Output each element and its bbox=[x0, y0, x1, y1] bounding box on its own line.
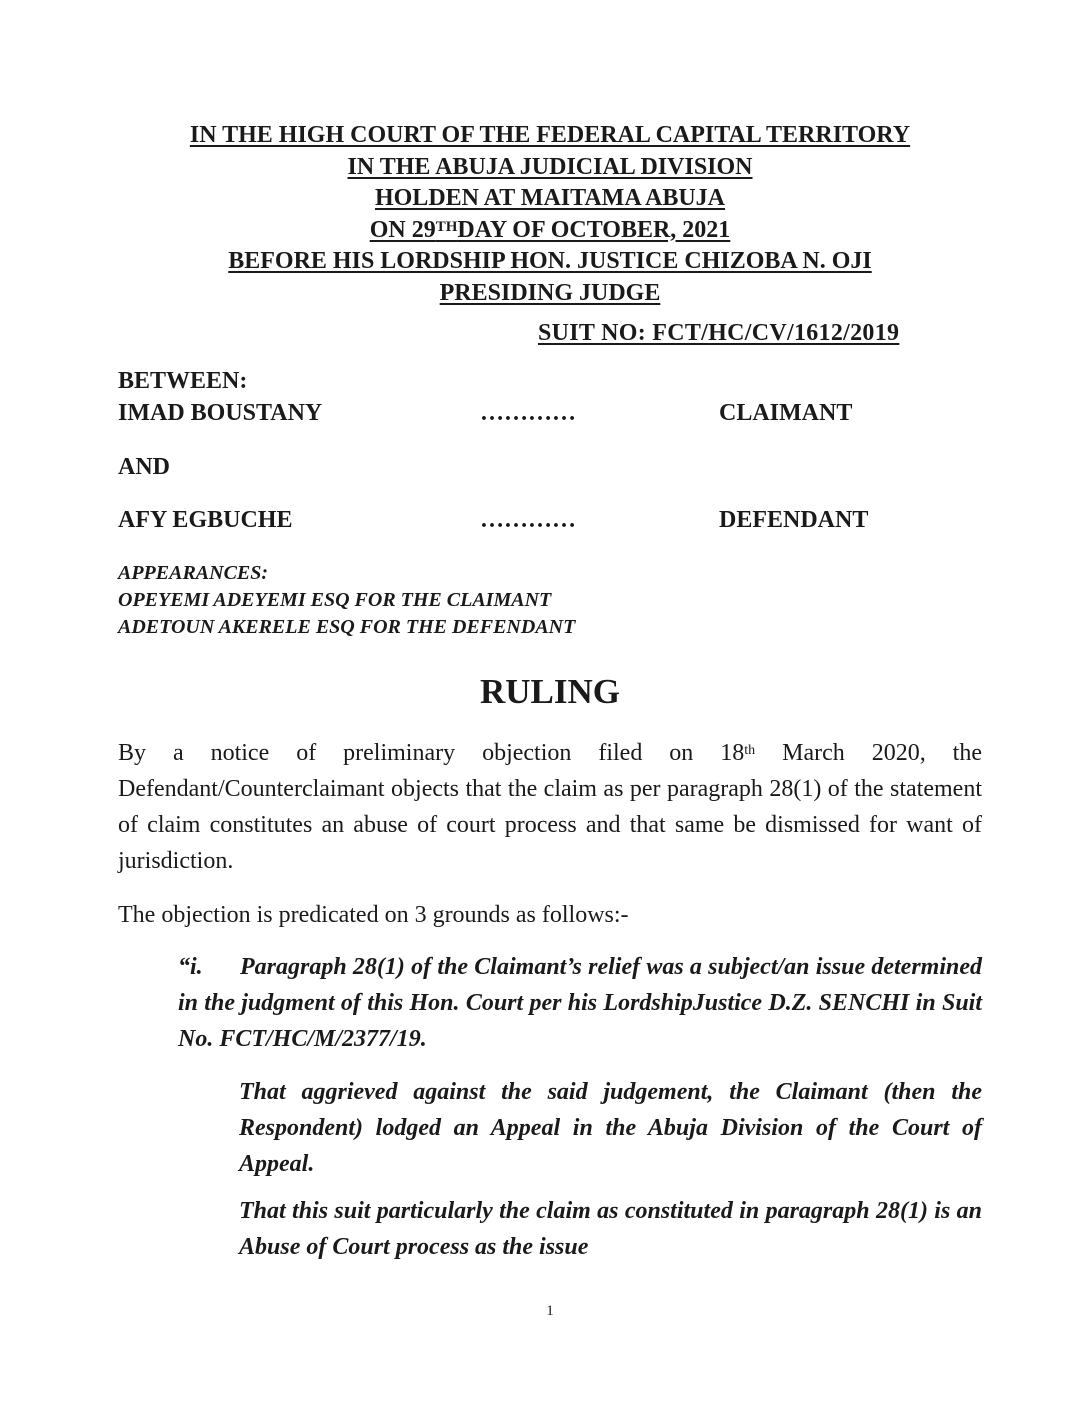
para1-superscript: th bbox=[744, 743, 756, 758]
quote-ground-2: That aggrieved against the said judgement, the Claimant (then the Respondent) lodged an Appeal in the Abuja Division of the Court of Appeal. bbox=[239, 1079, 982, 1177]
claimant-dots: ………… bbox=[480, 400, 576, 426]
appearances-block bbox=[118, 560, 575, 641]
header-court-name: IN THE HIGH COURT OF THE FEDERAL CAPITAL TERRITORY bbox=[189, 122, 911, 148]
quote-ground-1 bbox=[178, 949, 982, 1057]
suit-number: SUIT NO: FCT/HC/CV/1612/2019 bbox=[538, 320, 900, 346]
header-date bbox=[0, 215, 1088, 247]
claimant-counsel: OPEYEMI ADEYEMI ESQ FOR THE CLAIMANT bbox=[118, 589, 552, 611]
claimant-row bbox=[118, 400, 853, 427]
between-label: BETWEEN: bbox=[118, 368, 248, 394]
header-presiding: PRESIDING JUDGE bbox=[439, 279, 661, 306]
header-holden: HOLDEN AT MAITAMA ABUJA bbox=[374, 185, 726, 211]
page-number: 1 bbox=[546, 1303, 554, 1319]
quote-ground-3: That this suit particularly the claim as constituted in paragraph 28(1) is an Abuse of Court process as the issue bbox=[239, 1198, 982, 1260]
body-paragraph-1 bbox=[118, 735, 982, 879]
header-division: IN THE ABUJA JUDICIAL DIVISION bbox=[347, 153, 753, 180]
header-date-suffix: DAY OF OCTOBER, 2021 bbox=[457, 216, 731, 243]
defendant-counsel: ADETOUN AKERELE ESQ FOR THE DEFENDANT bbox=[118, 616, 576, 638]
para1-text-a: By a notice of preliminary objection filed on 18 bbox=[118, 740, 745, 766]
header-date-superscript: TH bbox=[435, 218, 458, 235]
defendant-row bbox=[118, 507, 869, 534]
defendant-dots: ………… bbox=[480, 507, 576, 533]
quote1-text: Paragraph 28(1) of the Claimant’s relief was a subject/an issue determined in the judgment of this Hon. Court per his LordshipJustice D.Z. SENCHI in Suit No. FCT/HC/M/2377/19. bbox=[178, 954, 982, 1052]
defendant-name: AFY EGBUCHE bbox=[118, 507, 293, 533]
claimant-role: CLAIMANT bbox=[719, 400, 853, 426]
header-judge: BEFORE HIS LORDSHIP HON. JUSTICE CHIZOBA N. OJI bbox=[228, 248, 872, 274]
defendant-role: DEFENDANT bbox=[719, 507, 869, 533]
para1-text-b: March 2020, the Defendant/Counterclaimant objects that the claim as per paragraph 28(1) of the statement of claim constitutes an abuse of court process and that same be dismissed for want of jurisdiction. bbox=[118, 740, 982, 874]
ruling-title: RULING bbox=[479, 672, 621, 711]
quote1-marker: “i. bbox=[178, 954, 203, 980]
claimant-name: IMAD BOUSTANY bbox=[118, 400, 323, 426]
and-label: AND bbox=[118, 454, 170, 480]
appearances-label: APPEARANCES: bbox=[118, 562, 269, 584]
header-date-prefix: ON 29 bbox=[369, 216, 436, 243]
body-paragraph-2: The objection is predicated on 3 grounds as follows:- bbox=[118, 902, 629, 928]
court-header bbox=[0, 120, 1088, 309]
